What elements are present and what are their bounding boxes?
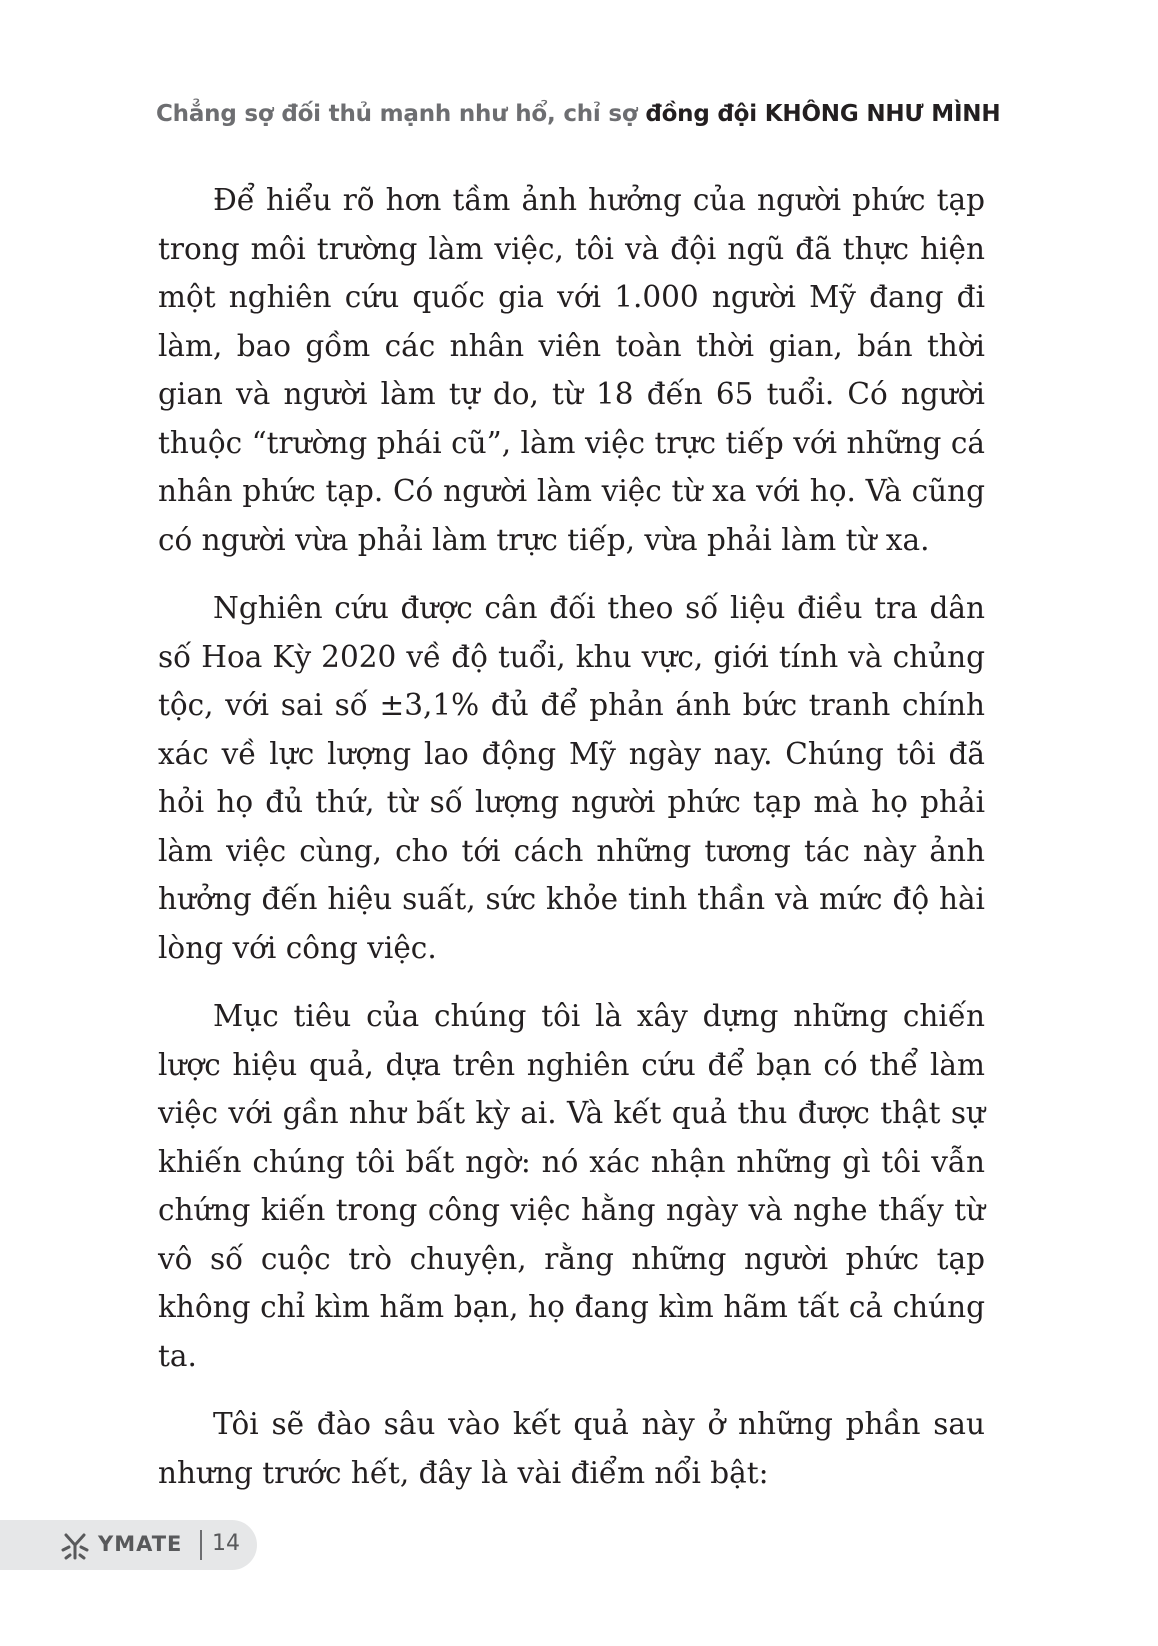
- running-header-part1: Chẳng sợ đối thủ mạnh như hổ, chỉ sợ: [156, 101, 646, 127]
- ymate-logo-icon: [60, 1531, 90, 1561]
- paragraph-2: Nghiên cứu được cân đối theo số liệu điều tra dân số Hoa Kỳ 2020 về độ tuổi, khu vực, giới tính và chủng tộc, với sai số ±3,1% đủ để phản ánh bức tranh chính xác về lực lượng lao động Mỹ ngày nay. Chúng tôi đã hỏi họ đủ thứ, từ số lượng người phức tạp mà họ phải làm việc cùng, cho tới cách những tương tác này ảnh hưởng đến hiệu suất, sức khỏe tinh thần và mức độ hài lòng với công việc.: [158, 591, 985, 965]
- page-number: 14: [212, 1531, 240, 1556]
- body-text: [158, 176, 985, 1517]
- running-header-part2: đồng đội KHÔNG NHƯ MÌNH: [645, 101, 1001, 127]
- footer-page-tab: [0, 1520, 257, 1570]
- footer-brand: YMATE: [98, 1532, 183, 1556]
- paragraph-1: Để hiểu rõ hơn tầm ảnh hưởng của người phức tạp trong môi trường làm việc, tôi và đội ngũ đã thực hiện một nghiên cứu quốc gia với 1.000 người Mỹ đang đi làm, bao gồm các nhân viên toàn thời gian, bán thời gian và người làm tự do, từ 18 đến 65 tuổi. Có người thuộc “trường phái cũ”, làm việc trực tiếp với những cá nhân phức tạp. Có người làm việc từ xa với họ. Và cũng có người vừa phải làm trực tiếp, vừa phải làm từ xa.: [158, 183, 985, 557]
- running-header: [156, 101, 1001, 127]
- footer-separator: [200, 1530, 202, 1560]
- paragraph-3: Mục tiêu của chúng tôi là xây dựng những chiến lược hiệu quả, dựa trên nghiên cứu để bạn có thể làm việc với gần như bất kỳ ai. Và kết quả thu được thật sự khiến chúng tôi bất ngờ: nó xác nhận những gì tôi vẫn chứng kiến trong công việc hằng ngày và nghe thấy từ vô số cuộc trò chuyện, rằng những người phức tạp không chỉ kìm hãm bạn, họ đang kìm hãm tất cả chúng ta.: [158, 999, 985, 1373]
- paragraph-4: Tôi sẽ đào sâu vào kết quả này ở những phần sau nhưng trước hết, đây là vài điểm nổi bật:: [158, 1407, 985, 1490]
